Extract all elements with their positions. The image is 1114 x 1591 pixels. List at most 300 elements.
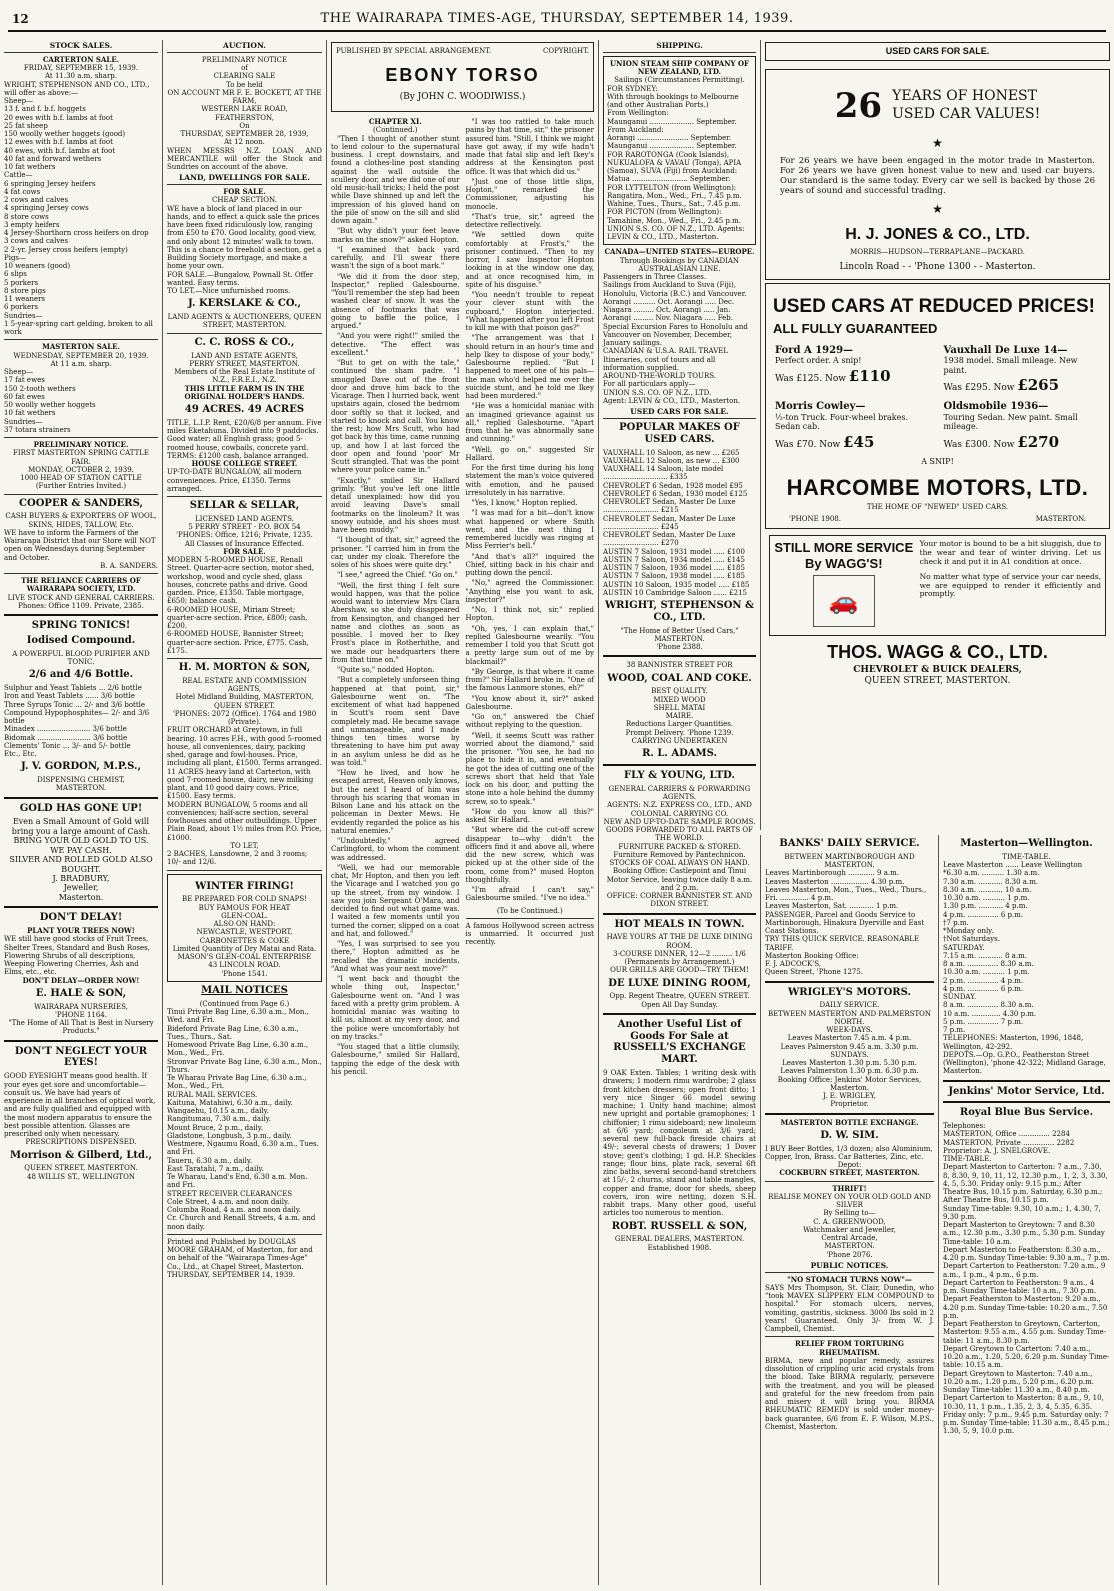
fly-title: FLY & YOUNG, LTD. xyxy=(624,769,735,781)
column-used-cars xyxy=(760,40,1114,830)
text-line: 43 LINCOLN ROAD. xyxy=(208,961,281,970)
text-line: Limited Quantity of Dry Matai and Rata. xyxy=(172,944,317,953)
text-line: MASON'S GLEN-COAL ENTERPRISE xyxy=(177,953,312,962)
text-line: 3 cows and calves xyxy=(4,237,69,246)
text-line: Cattle— xyxy=(4,171,33,180)
text-line: Itineraries, cost of tours and all information supplied. xyxy=(603,355,716,372)
text-line: Mount Bruce, 2 p.m., daily. xyxy=(167,1123,264,1132)
masterton-date: WEDNESDAY, SEPTEMBER 20, 1939. xyxy=(13,351,149,360)
carterton-title: CARTERTON SALE. xyxy=(42,54,120,64)
text-line: FEATHERSTON, xyxy=(215,113,274,122)
mail-lines xyxy=(167,1008,322,1231)
text-line: NEWCASTLE, WESTPORT, CARBONETTES & COKE xyxy=(196,928,293,945)
eyes-title: DON'T NEGLECT YOUR EYES! xyxy=(14,1045,148,1069)
text-line: 10.30 a.m. .......... 1 p.m. xyxy=(943,894,1030,903)
text-line: SATURDAY. xyxy=(943,943,985,952)
sellar-addr: 5 PERRY STREET · P.O. BOX 54 xyxy=(188,523,301,532)
morton-sub: REAL ESTATE AND COMMISSION AGENTS, xyxy=(182,676,307,694)
text-line: Depart Masterton to Carterton: 7 a.m., 7.30, 8, 8.30, 9, 10, 11, 12, 12.30 p.m., 1, 2, 3, 3.30, 4, 5, 5.30. Friday only: 9.15 p.m.; After Theatre Bus, 10.15 p.m. Saturday, 6.30 p.m.; After Theatre Bus, 10.15 p.m. xyxy=(943,1163,1108,1205)
clearing-lines xyxy=(167,56,322,147)
story-paragraph: "Then I thought of another stunt to lend colour to the supernatural business. I crept downstairs, and found a clothes-line post standing against the wall outside the scullery door, and we did one of our old music-hall tricks; I held the post while Dave shinned up and left the impression of his gloved hand on the pile of snow on the sill and slid down again." xyxy=(331,134,460,226)
gold-lines xyxy=(4,817,158,902)
text-line: AROUND-THE-WORLD TOURS. xyxy=(603,372,716,381)
text-line: ON ACCOUNT MR F. E. BOCKETT, AT THE FARM, xyxy=(167,88,322,106)
text-line: At 12 noon. xyxy=(224,138,265,147)
text-line: 7.30 a.m. ........... 8.30 a.m. xyxy=(943,877,1039,886)
text-line: 4 fat cows xyxy=(4,187,41,196)
car-now: £45 xyxy=(843,432,875,451)
cheap-section-ad xyxy=(167,188,322,295)
text-line: 8.30 a.m. ........... 10 a.m. xyxy=(943,885,1032,894)
morton-acres: 11 ACRES heavy land at Carterton, with good 7-roomed house, dairy, new milking plant, and 10 good dairy cows. Price, £1500. Easy terms. xyxy=(167,767,314,801)
birma-ad xyxy=(765,1340,934,1431)
page-number: 12 xyxy=(12,12,29,26)
text-line: LEVIN & CO., LTD., Masterton. xyxy=(607,233,719,242)
eyes-addr2: 48 WILLIS ST., WELLINGTON xyxy=(27,1172,135,1181)
text-line: 8 store cows xyxy=(4,212,49,221)
text-line: MAIRE. xyxy=(665,712,694,721)
reduced-title: USED CARS AT REDUCED PRICES! xyxy=(773,295,1095,317)
text-line: Queen Street, 'Phone 1275. xyxy=(765,968,864,977)
car-was: Was £70. Now xyxy=(775,439,841,450)
text-line: WESTERN LAKE ROAD, xyxy=(201,105,288,114)
text-line: Proprietor. xyxy=(830,1100,869,1109)
text-line: FOR RAROTONGA (Cook Islands), NUKUALOFA & VAVAU (Tonga), APIA (Samoa), SUVA (Fiji) from Auckland: xyxy=(607,150,742,176)
text-line: 10.30 a.m. .......... 1 p.m. xyxy=(943,968,1030,977)
text-line: SHELL MATAI xyxy=(653,703,706,712)
delay-text: WE still have good stocks of Fruit Trees, Shelter Trees, Standard and Bush Roses, Flowering Shrubs of all descriptions, Weeping Flowering Cherries, Ash and Elms, etc., etc. xyxy=(4,935,150,977)
text-line: 1000 HEAD OF STATION CATTLE xyxy=(20,474,142,483)
mail-imprint: Printed and Published by DOUGLAS MOORE GRAHAM, of Masterton, for and on behalf of the "Wairarapa Times-Age" Co., Ltd., at Chapel Street, Masterton. THURSDAY, SEPTEMBER 14, 1939. xyxy=(167,1237,313,1279)
masterton-lines xyxy=(4,368,158,434)
text-line: Gladstone, Longbush, 3 p.m., daily. xyxy=(167,1131,292,1140)
banks-title: BANKS' DAILY SERVICE. xyxy=(779,838,920,849)
carterton-date: FRIDAY, SEPTEMBER 15, 1939. xyxy=(23,64,139,73)
story-paragraph: "I examined that back yard carefully, and I'll swear there wasn't the sign of a boot mark." xyxy=(331,245,460,271)
text-line: J. BRADBURY, xyxy=(52,874,110,883)
text-line: (Further Entries Invited.) xyxy=(35,482,127,491)
text-line: 4 p.m. .............. 6 p.m. xyxy=(943,984,1024,993)
text-line: C. A. GREENWOOD, xyxy=(813,1217,886,1226)
car-was: Was £295. Now xyxy=(943,383,1015,394)
forsale-sub: CHEAP SECTION. xyxy=(212,196,277,205)
text-line: Iron and Yeast Tablets ...... 3/6 bottle xyxy=(4,692,135,701)
clearing-text: WHEN MESSRS N.Z. LOAN AND MERCANTILE will offer the Stock and Sundries on account of the above. xyxy=(167,146,322,172)
text-line: 150 woolly wether hoggets (good) xyxy=(4,130,126,139)
ross-house: HOUSE COLLEGE STREET. xyxy=(191,459,298,469)
car-listing xyxy=(775,345,932,395)
text-line: TRY THIS QUICK SERVICE. REASONABLE TARIFF. xyxy=(765,935,920,952)
text-line: Even a Small Amount of Gold will bring you a large amount of Cash. xyxy=(11,817,151,836)
story-right-column xyxy=(466,118,595,1078)
cooper-title: COOPER & SANDERS, xyxy=(19,497,143,509)
jones-addr: Lincoln Road - - 'Phone 1300 - - Masterton. xyxy=(839,262,1036,273)
text-line: Westmere, Ngaumu Road, 6.30 a.m., Tues. and Fri. xyxy=(167,1140,319,1157)
honest-line2: USED CAR VALUES! xyxy=(892,105,1041,122)
text-line: SILVER AND ROLLED GOLD ALSO BOUGHT. xyxy=(9,855,153,874)
text-line: Prompt Delivery. 'Phone 1239. xyxy=(625,728,734,737)
preliminary-lines xyxy=(4,449,158,490)
text-line: Aorangi ....................... September. xyxy=(607,134,732,143)
text-line: PRELIMINARY NOTICE xyxy=(201,55,288,64)
delay-firm2: WAIRARAPA NURSERIES, xyxy=(34,1002,128,1011)
text-line: MASTERTON. xyxy=(824,1242,875,1251)
text-line: Aorangi ......... Nov. Niagara ..... Feb. xyxy=(603,314,734,323)
text-line: 'Phone 1541. xyxy=(221,969,268,978)
story-paragraph: "No," agreed the Commissioner. "Anything else you want to ask, inspector?" xyxy=(465,579,594,604)
text-line: Kaituna, Matahiwi, 6.30 a.m., daily. xyxy=(167,1098,293,1107)
sellar-sub: LICENSED LAND AGENTS. xyxy=(195,514,294,523)
reduced-snip: A SNIP! xyxy=(921,457,954,467)
text-line: Passengers in Three Classes. xyxy=(603,273,707,282)
story-paragraph: "And you were right!" smiled the detective. "The effect was excellent." xyxy=(331,332,460,357)
text-line: East Taratahi, 7 a.m., daily. xyxy=(167,1164,264,1173)
story-header xyxy=(331,42,594,112)
text-line: WE PAY CASH. xyxy=(50,845,112,855)
text-line: 37 totara strainers xyxy=(4,425,71,434)
delay-motto: "The Home of All That is Best in Nursery Products." xyxy=(8,1019,154,1036)
morton-ad xyxy=(167,662,322,867)
sellar-six2: 6-ROOMED HOUSE, Bannister Street; quarter-acre section. Price, £775. Cash, £175. xyxy=(167,630,309,655)
ross-text: TITLE, L.I.P. Rent, £20/6/8 per annum. Five miles Eketahuna. Divided into 9 paddocks. Good water; all English grass; good 5-roomed house, cowbails, concrete yard. xyxy=(167,418,322,452)
gordon-chemist-ad xyxy=(4,761,158,792)
text-line: of xyxy=(241,64,248,73)
story-right-paras xyxy=(466,118,595,903)
bannister-addr: 38 BANNISTER STREET FOR xyxy=(626,661,733,670)
tt-sub: TIME-TABLE. xyxy=(1002,852,1051,861)
story-paragraph: "I see," agreed the Chief. "Go on." xyxy=(337,571,458,580)
story-paragraph: "That's true, sir," agreed the detective reflectively. xyxy=(465,212,594,230)
text-line: MASTERTON, Private .............. 2282 xyxy=(943,1138,1075,1147)
tonics-product: Iodised Compound. xyxy=(26,634,136,646)
meals-addr: Opp. Regent Theatre, QUEEN STREET. xyxy=(609,992,750,1001)
forsale-title: FOR SALE. xyxy=(223,187,266,197)
text-line: 7.15 a.m. ........... 8 a.m. xyxy=(943,951,1027,960)
text-line: Agent: LEVIN & CO., LTD., Masterton. xyxy=(603,396,741,405)
text-line: From Auckland: xyxy=(607,125,664,134)
text-line: 3 empty heifers xyxy=(4,220,60,229)
bannister-name: R. L. ADAMS. xyxy=(642,748,717,760)
text-line: †7 p.m. xyxy=(943,918,969,927)
text-line: Leaves Masterton, Sat. ........... 1 p.m. xyxy=(765,902,899,911)
text-line: 40 fat and forward wethers xyxy=(4,154,102,163)
column-stock-sales xyxy=(0,40,162,1585)
story-paragraph: "Well, it seems Scutt was rather worried about the diamond," said the prisoner. "You see, he had no place to hide it in, and eventually he got the idea of cutting one of the screws short that held that Yale lock on his door, and putting the stone into a hole behind the dummy screw, so to speak." xyxy=(465,731,594,806)
used-cars-title: USED CARS FOR SALE. xyxy=(765,42,1110,61)
text-line: CHEVROLET Sedan, Master De Luxe ......................... £215 xyxy=(603,498,736,515)
text-line: REALISE MONEY ON YOUR OLD GOLD AND SILVER xyxy=(768,1192,931,1210)
text-line: CLEARING SALE xyxy=(213,72,276,81)
text-line: DEPOTS.—Op. G.P.O., Featherston Street (Wellington), 'phone 42-322; Midland Garage, Masterton. xyxy=(943,1050,1106,1076)
fly-lines xyxy=(603,785,756,909)
story-paragraph: "Just one of those little slips, Hopton," remarked the Commissioner, adjusting his monocle. xyxy=(465,177,594,211)
popular-place: MASTERTON. xyxy=(654,634,705,643)
story-paragraph: For the first time during his long statement the man's voice quivered with emotion, and he paused irresolutely in his narrative. xyxy=(465,464,594,497)
story-byline: (By JOHN C. WOODIWISS.) xyxy=(399,92,526,103)
masterton-title: MASTERTON SALE. xyxy=(42,342,120,352)
story-paragraph: "Quite so," nodded Hopton. xyxy=(337,666,435,675)
popular-phone: 'Phone 2388. xyxy=(656,643,703,652)
text-line: Leaves Palmerston 1.30 p.m. 6.30 p.m. xyxy=(780,1067,919,1076)
text-line: STREET RECEIVER CLEARANCES xyxy=(167,1189,293,1198)
text-line: Depart Carterton to Featherston: 9 a.m., 4 p.m. Sunday Time-table: 10 a.m., 7.30 p.m. xyxy=(943,1278,1097,1296)
text-line: Booking Office: Castlepoint and Tinui Motor Service, leaving twice daily 8 a.m. and 2 p.m. xyxy=(606,867,753,892)
newspaper-title: THE WAIRARAPA TIMES-AGE, THURSDAY, SEPTEMBER 14, 1939. xyxy=(320,11,794,26)
carriers-sub: LIVE STOCK AND GENERAL CARRIERS. xyxy=(7,593,155,602)
wagg-text2: No matter what type of service your car needs, we are equipped to render it efficiently and promptly. xyxy=(919,571,1101,599)
sellar-ad xyxy=(167,500,322,655)
text-line: Masterton Booking Office: xyxy=(765,951,859,960)
car-listing xyxy=(944,345,1101,395)
text-line: OFFICE: CORNER BANNISTER ST. AND DIXON STREET. xyxy=(606,892,753,909)
text-line: HAVE YOURS AT THE DE LUXE DINING ROOM. xyxy=(606,933,753,950)
royal-lines xyxy=(943,1122,1110,1436)
text-line: BRING YOUR OLD GOLD TO US. xyxy=(13,836,149,846)
text-line: 7 p.m. xyxy=(943,1026,966,1035)
text-line: Depart Masterton to Greytown: 7 and 8.30 a.m., 12.30 p.m., 3.30 p.m., 5.30 p.m. Sunday Time-table: 10 a.m. xyxy=(943,1221,1105,1246)
text-line: Te Wharau, Land's End, 6.30 a.m. Mon. and Fri. xyxy=(167,1173,308,1190)
honest-para: For 26 years we have been engaged in the motor trade in Masterton. For 26 years we have given honest value to new and used car buyers. Our standard is the same today. Every car we sell is backed by those 26 years of sound and successful trading. xyxy=(780,155,1095,196)
harcombe-phone: 'PHONE 1908. xyxy=(789,514,841,523)
text-line: Central Arcade, xyxy=(821,1234,878,1243)
story-paragraph: "You know about it, sir?" asked Galesbourne. xyxy=(465,694,594,711)
tonics-title: SPRING TONICS! xyxy=(31,620,131,632)
auction-header: AUCTION. xyxy=(167,42,322,53)
story-paragraph: "And that's all?" inquired the Chief, sitting back in his chair and putting down the pencil. xyxy=(465,552,594,578)
tt-lines xyxy=(943,861,1110,1076)
story-paragraph: "You needn't trouble to repeat your clever stunt with the cupboard," Hopton interjected. "What happened after you left Frost to kill me with that poison gas?" xyxy=(465,291,594,333)
text-line: SUNDAY. xyxy=(943,993,977,1002)
meals-name: DE LUXE DINING ROOM, xyxy=(608,977,751,989)
wagg-addr: QUEEN STREET, MASTERTON. xyxy=(864,675,1011,686)
car-desc: Perfect order. A snip! xyxy=(775,356,862,366)
text-line: J. E. WRIGLEY, xyxy=(823,1092,876,1101)
story-paragraph: "No, I think not, sir," replied Hopton. xyxy=(465,606,594,623)
text-line: BE PREPARED FOR COLD SNAPS! xyxy=(182,895,307,904)
text-line: Depart Carterton to Featherston: 7.20 a.m., 9 a.m., 1 p.m., 4 p.m., 6 p.m. xyxy=(943,1262,1106,1279)
morton-addr: Hotel Midland Building, MASTERTON, QUEEN STREET. xyxy=(175,693,314,710)
text-line: DAILY SERVICE. xyxy=(819,1001,880,1010)
text-line: MONDAY, OCTOBER 2, 1939. xyxy=(28,465,134,474)
clearing-sale-notice xyxy=(167,56,322,172)
text-line: 10 fat wethers xyxy=(4,163,56,172)
gordon-title: J. V. GORDON, M.P.S., xyxy=(20,761,142,773)
harcombe-ad xyxy=(765,283,1110,529)
popular-firm: WRIGHT, STEPHENSON & CO., LTD. xyxy=(604,600,755,623)
story-paragraph: "But a completely unforseen thing happened at that point, sir," Galesbourne went on. "The excitement of what had happened in Scutt's room sent Dave completely mad. He became savage and unmanageable, and I made things ten times worse by threatening to have him put away in an asylum unless he did as he was told." xyxy=(331,676,460,767)
story-paragraph: "I was mad for a bit—don't know what happened or where Smith went, and the next thing I remembered lucidly was ringing at Miss Ferrier's bell." xyxy=(465,509,594,551)
text-line: F. J. ADCOCK'S, xyxy=(765,960,821,969)
text-line: Sailings from Auckland to Suva (Fiji), Honolulu, Victoria (B.C.) and Vancouver. xyxy=(603,281,747,298)
kerslake-ad xyxy=(167,298,322,329)
text-line: Cole Street, 4 a.m. and noon daily. xyxy=(167,1197,290,1206)
text-line: 'Phone 2076. xyxy=(826,1250,873,1259)
morton-title: H. M. MORTON & SON, xyxy=(178,662,311,674)
text-line: Aorangi .......... Oct. Aorangi ..... Dec. xyxy=(603,297,735,306)
text-line: NEW AND UP-TO-DATE SAMPLE ROOMS. xyxy=(603,817,756,826)
text-line: Sulphur and Yeast Tablets ... 2/6 bottle xyxy=(4,684,142,693)
wagg-title: STILL MORE SERVICE By WAGG'S! xyxy=(774,540,914,571)
text-line: CARRYING UNDERTAKEN xyxy=(631,736,728,745)
chapter-heading: CHAPTER XI. xyxy=(368,117,422,127)
tt-title: Masterton—Wellington. xyxy=(960,838,1093,849)
sim-title: MASTERTON BOTTLE EXCHANGE. xyxy=(780,1117,919,1127)
morton-baches: 2 BACHES, Lansdowne, 2 and 3 rooms; 10/- and 12/6. xyxy=(167,850,308,867)
text-line: To be held xyxy=(226,80,263,89)
public-sub: "NO STOMACH TURNS NOW"— xyxy=(787,1274,912,1284)
story-paragraph: "Oh, yes, I can explain that," replied Galesbourne wearily. "You remember I told you that Scutt got a pretty large sum out of me by blackmail?" xyxy=(465,624,594,666)
honest-number: 26 xyxy=(834,85,883,126)
morton-modern: MODERN BUNGALOW, 5 rooms and all conveniences; half-acre section, several fowlhouses and other outbuildings. Upper Plain Road, about 1½ miles from P.O. Price, £1000. xyxy=(167,800,322,842)
banks-service-ad xyxy=(765,838,934,977)
used-cars-header: USED CARS FOR SALE. xyxy=(603,408,756,419)
story-paragraph: "Well, we had our memorable chat, Mr Hopton, and then you left the Vicarage and I watched you go up the street, from my window. I saw you join Sergeant O'Mara, and decided to find out what game was. I waited a few moments until you turned the corner, slipped on a coat and hat, and followed." xyxy=(331,863,460,938)
ross-acres: 49 ACRES. 49 ACRES xyxy=(184,404,305,416)
text-line: 6 springing Jersey heifers xyxy=(4,179,96,188)
text-line: VAUXHALL 14 Saloon, late model ............................. £335 xyxy=(603,465,724,482)
text-line: GENERAL CARRIERS & FORWARDING AGENTS. xyxy=(608,784,751,802)
popular-cars-ad xyxy=(603,422,756,651)
text-line: BETWEEN MASTERTON AND PALMERSTON NORTH. xyxy=(767,1009,932,1026)
story-paragraph: "Well, the first thing I felt sure would happen, was that the police would want to interview Mrs Clara Abershaw, so she duly disappeared from Kensington, and changed her name and clothes as soon as possible. I moved her to Ikey Frost's place in Rotherhithe, and we made our headquarters there from that time on." xyxy=(331,581,460,664)
text-line: 20 ewes with b.f. lambs at foot xyxy=(4,113,113,122)
wagg-firm: THOS. WAGG & CO., LTD. xyxy=(827,641,1048,662)
story-paragraph: "How he lived, and how he escaped arrest, Heaven only knows, but the next I heard of him was through his scaring that woman in Bilson Lane and his attack on the policeman in Dexter Mews. He evidently regarded the police as his natural enemies." xyxy=(331,769,460,835)
text-line: Leaves Masterton ................. 4.30 p.m. xyxy=(765,877,905,886)
text-line: *Monday only. xyxy=(943,927,994,936)
ross-ad xyxy=(167,337,322,493)
carterton-time: At 11.30 a.m. sharp. xyxy=(44,72,118,81)
story-paragraph: "You staged that a little clumsily, Galesbourne," smiled Sir Hallard, tapping the edge of the desk with his pencil. xyxy=(331,1043,460,1076)
text-line: 10 fat wethers xyxy=(4,409,56,418)
text-line: 10 a.m. ............. 4.30 p.m. xyxy=(943,1009,1037,1018)
carterton-lines xyxy=(4,81,158,337)
cooper-sign: B. A. SANDERS. xyxy=(100,561,158,570)
winter-title: WINTER FIRING! xyxy=(195,880,294,892)
russell-sub: GENERAL DEALERS, MASTERTON. Established 1908. xyxy=(614,1235,745,1252)
sim-text: I BUY Beer Bottles, 1/3 dozen; also Aluminium, Copper, Iron, Brass. Car Batteries, Zinc, etc. xyxy=(765,1144,933,1161)
story-paragraph: "Exactly," smiled Sir Hallard grimly. "But you've left one little detail unexplained: how did you avoid leaving Dave's small footmarks on the linoleum? It was snowy outside, and his shoes must have been muddy." xyxy=(331,476,460,535)
sim-addr: COCKBURN STREET, MASTERTON. xyxy=(779,1168,920,1178)
text-line: Telephones: xyxy=(943,1122,986,1131)
popular-motto: "The Home of Better Used Cars," xyxy=(620,626,739,635)
text-line: 3-COURSE DINNER, 12—2 ......... 1/6 xyxy=(613,949,746,958)
text-line: FIRST MASTERTON SPRING CATTLE FAIR. xyxy=(12,449,150,466)
text-line: Depart Greytown to Carterton: 7.40 a.m., 10.20 a.m., 1.20, 5.20, 6.20 p.m. Sunday Time-table: 10.15 a.m. xyxy=(943,1344,1110,1370)
text-line: Bidomak ........................ 3/6 bottle xyxy=(4,733,128,742)
spring-tonics-ad xyxy=(4,620,158,758)
text-line: Sheep— xyxy=(4,368,34,377)
text-line: THURSDAY, SEPTEMBER 28, 1939, xyxy=(180,130,309,139)
car-now: £265 xyxy=(1017,376,1060,395)
story-left-paras xyxy=(331,135,460,1077)
car-name: Vauxhall De Luxe 14— xyxy=(943,344,1068,356)
car-was: Was £125. Now xyxy=(775,373,846,384)
column-serial-story xyxy=(326,40,598,1585)
text-line: Leaves Masterton 7.45 a.m. 4 p.m. xyxy=(787,1034,912,1043)
delay-phone: 'PHONE 1164. xyxy=(55,1010,107,1019)
text-line: On xyxy=(239,121,250,130)
text-line: From Wellington: xyxy=(607,109,669,118)
text-line: Bideford Private Bag Line, 6.30 a.m., Tues., Thurs., Sat. xyxy=(167,1024,299,1041)
text-line: 150 2-tooth wethers xyxy=(4,384,76,393)
reduced-sub: ALL FULLY GUARANTEED xyxy=(773,320,938,336)
union-steam-ad xyxy=(603,56,756,246)
text-line: Depart Carterton to Masterton: 8 a.m., 9, 10, 10.30, 11, 1 p.m., 1.35, 2, 3, 4, 5.35, 6.35. Friday only: 7 p.m., 9.45 p.m. Saturday only: 7 p.m. Sunday Time-table: 11.30 a.m., 8.45 p.m.; 1.30, 5, 9, 10.0 p.m. xyxy=(943,1394,1110,1436)
text-line: AUSTIN 10 Saloon, 1935 model ..... £185 xyxy=(603,580,750,589)
star-icon: ★ xyxy=(932,135,943,150)
eyes-text: GOOD EYESIGHT means good health. If your eyes get sore and uncomfortable—consult us. We have had years of experience in all branches of optical work, and are fully qualified and equipped with the most modern apparatus to ensure the best possible attention. Glasses are prescribed only when necessary. xyxy=(4,1072,156,1138)
story-paragraph: "Well, go on," suggested Sir Hallard. xyxy=(465,445,594,462)
text-line: Reductions Larger Quantities. xyxy=(625,720,734,729)
text-line: With through bookings to Melbourne (and other Australian Ports.) xyxy=(607,92,739,110)
car-desc: Touring Sedan. New paint. Small mileage. xyxy=(943,412,1078,432)
text-line: Homewood Private Bag Line, 6.30 a.m., Mon., Wed., Fri. xyxy=(167,1041,309,1058)
story-paragraph: "Go on," answered the Chief without replying to the question. xyxy=(465,713,594,730)
russell-title: Another Useful List of Goods For Sale at RUSSELL'S EXCHANGE MART. xyxy=(613,1018,746,1066)
popular-lines xyxy=(603,449,756,598)
story-arrangement: PUBLISHED BY SPECIAL ARRANGEMENT. xyxy=(336,47,492,55)
cooper-text: WE have to inform the Farmers of the Wairarapa District that our Store will NOT open on Wednesdays during September and October. xyxy=(4,528,156,562)
winter-firing-ad xyxy=(167,874,322,982)
column-shipping xyxy=(598,40,760,1585)
text-line: AUSTIN 7 Saloon, 1934 model ..... £145 xyxy=(603,555,745,564)
story-paragraph: "The arrangement was that I should return in an hour's time and help Ikey to dispose of your body," Galesbourne replied. "But I happened to meet one of his pals—the man who'd helped me over the suicide stunt, and he told me Ikey had been murdered." xyxy=(465,334,594,401)
text-line: 4 springing Jersey cows xyxy=(4,204,89,213)
text-line: Depart Masterton to Featherston: 8.30 a.m., 4.20 p.m. Sunday Time-table: 9.30 a.m., 7 p.m. xyxy=(943,1245,1110,1263)
text-line: Sundries— xyxy=(4,417,43,426)
text-line: Sundries— xyxy=(4,311,43,320)
sellar-six: 6-ROOMED HOUSE, Miriam Street; quarter-acre section. Price, £800; cash, £200. xyxy=(167,605,308,631)
text-line: 13 f. and f. b.f. hoggets xyxy=(4,105,86,114)
mail-title: MAIL NOTICES xyxy=(201,984,288,996)
text-line: ALSO ON HAND: xyxy=(213,920,276,929)
text-line: CANADIAN & U.S.A. RAIL TRAVEL xyxy=(603,347,729,356)
text-line: 10 weaners (good) xyxy=(4,262,71,271)
delay-firm: E. HALE & SON, xyxy=(35,987,127,999)
text-line: Special Excursion Fares to Honolulu and Vancouver on November, December, January sailings. xyxy=(603,322,748,348)
text-line: Masterton. xyxy=(58,892,104,902)
text-line: For all particulars apply— xyxy=(603,380,696,389)
column-auction-land xyxy=(162,40,326,1585)
text-line: Tinui Private Bag Line, 6.30 a.m., Mon., Wed. and Fri. xyxy=(167,1008,309,1025)
text-line: 2 cows and calves xyxy=(4,196,69,205)
text-line: TIME-TABLE. xyxy=(943,1155,992,1164)
text-line: 60 fat ewes xyxy=(4,392,45,401)
gordon-sub: DISPENSING CHEMIST, xyxy=(37,776,125,785)
text-line: TELEPHONES: Masterton, 1996, 1848, Wellington, 42-292. xyxy=(943,1034,1084,1051)
honest-heading xyxy=(772,86,1103,126)
text-line: BUY FAMOUS FOR HEAT xyxy=(198,903,291,912)
story-footnote: A famous Hollywood screen actress is unmarried. It occurred just recently. xyxy=(465,921,594,947)
royal-blue-ad xyxy=(943,1107,1110,1435)
harcombe-firm: HARCOMBE MOTORS, LTD. xyxy=(786,474,1089,500)
text-line: VAUXHALL 12 Saloon, as new ... £300 xyxy=(603,456,740,465)
car-desc: ½-ton Truck. Four-wheel brakes. Sedan cab. xyxy=(775,412,909,432)
text-line: WRIGHT, STEPHENSON AND CO., LTD., will offer as above:— xyxy=(4,80,150,97)
story-paragraph: "But why didn't your feet leave marks on the snow?" asked Hopton. xyxy=(331,227,460,244)
text-line: Clements' Tonic ... 3/- and 5/- bottle xyxy=(4,741,131,750)
sim-depot: Depot: xyxy=(837,1161,862,1170)
text-line: Three Syrups Tonic ... 2/- and 3/6 bottle xyxy=(4,700,146,709)
tonics-price: 2/6 and 4/6 Bottle. xyxy=(28,669,134,681)
text-line: 8 a.m. .............. 8.30 a.m. xyxy=(943,960,1034,969)
text-line: Sheep— xyxy=(4,97,34,106)
harcombe-place: MASTERTON. xyxy=(1035,514,1086,523)
optical-ad xyxy=(4,1046,158,1181)
column-timetables xyxy=(938,835,1114,1585)
banks-sub: BETWEEN MARTINBOROUGH AND MASTERTON. xyxy=(784,852,915,870)
